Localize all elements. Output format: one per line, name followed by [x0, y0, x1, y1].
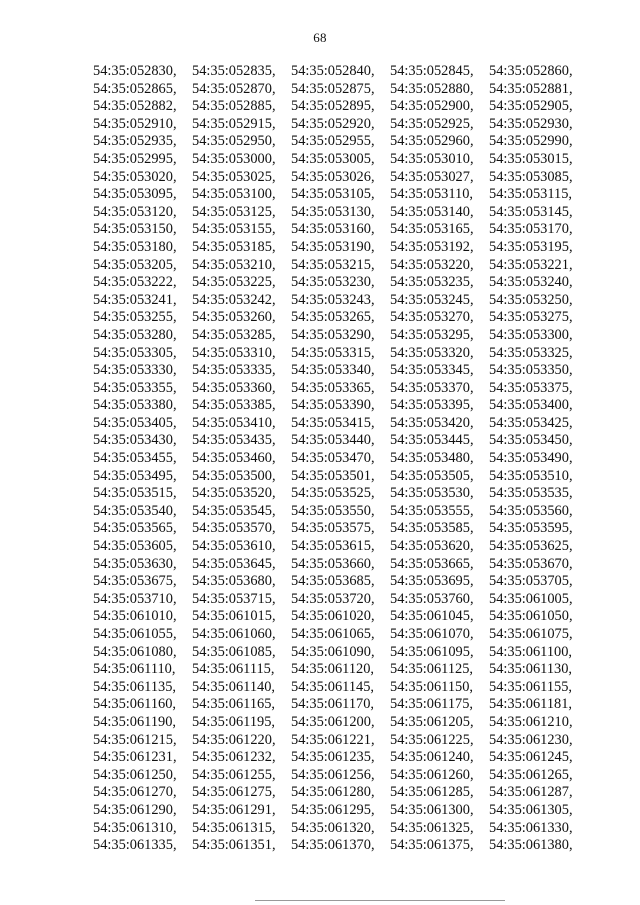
- cadastral-number: 54:35:052900,: [390, 98, 474, 115]
- page-number: 68: [313, 30, 327, 45]
- cadastral-number: 54:35:053480,: [390, 450, 474, 467]
- cadastral-number: 54:35:061290,: [93, 801, 177, 818]
- cadastral-number-grid: [93, 63, 588, 855]
- cadastral-number: 54:35:053000,: [192, 150, 276, 167]
- cadastral-number: 54:35:053685,: [291, 573, 375, 590]
- cadastral-number: 54:35:053020,: [93, 168, 177, 185]
- cadastral-number: 54:35:052930,: [489, 115, 573, 132]
- cadastral-number: 54:35:053190,: [291, 238, 375, 255]
- cadastral-number: 54:35:053520,: [192, 485, 276, 502]
- cadastral-number: 54:35:053170,: [489, 221, 573, 238]
- cadastral-number: 54:35:053155,: [192, 221, 276, 238]
- cadastral-number: 54:35:052950,: [192, 133, 276, 150]
- cadastral-number: 54:35:053695,: [390, 573, 474, 590]
- cadastral-number: 54:35:053415,: [291, 414, 375, 431]
- cadastral-number: 54:35:053330,: [93, 362, 177, 379]
- cadastral-number: 54:35:053241,: [93, 291, 177, 308]
- cadastral-number: 54:35:061280,: [291, 784, 375, 801]
- cadastral-number: 54:35:052870,: [192, 80, 276, 97]
- cadastral-number: 54:35:052860,: [489, 63, 573, 79]
- cadastral-number: 54:35:053243,: [291, 291, 375, 308]
- cadastral-number: 54:35:052845,: [390, 63, 474, 79]
- scan-edge-line: [255, 900, 505, 901]
- cadastral-number: 54:35:053110,: [390, 186, 474, 203]
- cadastral-number: 54:35:061095,: [390, 643, 474, 660]
- cadastral-number: 54:35:053222,: [93, 274, 177, 291]
- cadastral-number: 54:35:053265,: [291, 309, 375, 326]
- cadastral-number: 54:35:053280,: [93, 326, 177, 343]
- cadastral-number: 54:35:061145,: [291, 678, 375, 695]
- cadastral-number: 54:35:053165,: [390, 221, 474, 238]
- cadastral-number: 54:35:053015,: [489, 150, 573, 167]
- cadastral-number: 54:35:053270,: [390, 309, 474, 326]
- cadastral-number: 54:35:053585,: [390, 520, 474, 537]
- cadastral-number: 54:35:053320,: [390, 344, 474, 361]
- cadastral-number: 54:35:061325,: [390, 819, 474, 836]
- cadastral-number: 54:35:053440,: [291, 432, 375, 449]
- cadastral-number: 54:35:052882,: [93, 98, 177, 115]
- cadastral-number: 54:35:061335,: [93, 837, 177, 854]
- cadastral-number: 54:35:052995,: [93, 150, 177, 167]
- cadastral-number: 54:35:052920,: [291, 115, 375, 132]
- cadastral-number: 54:35:061255,: [192, 766, 276, 783]
- cadastral-number: 54:35:061155,: [489, 678, 573, 695]
- cadastral-number: 54:35:053275,: [489, 309, 573, 326]
- cadastral-number: 54:35:061090,: [291, 643, 375, 660]
- cadastral-number: 54:35:061005,: [489, 590, 573, 607]
- cadastral-number: 54:35:053430,: [93, 432, 177, 449]
- cadastral-number: 54:35:061230,: [489, 731, 573, 748]
- cadastral-number: 54:35:061015,: [192, 608, 276, 625]
- cadastral-number: 54:35:061330,: [489, 819, 573, 836]
- cadastral-number: 54:35:053235,: [390, 274, 474, 291]
- cadastral-number: 54:35:061220,: [192, 731, 276, 748]
- cadastral-number: 54:35:053105,: [291, 186, 375, 203]
- cadastral-number: 54:35:061231,: [93, 749, 177, 766]
- cadastral-number: 54:35:053490,: [489, 450, 573, 467]
- cadastral-number: 54:35:053555,: [390, 502, 474, 519]
- cadastral-number: 54:35:053460,: [192, 450, 276, 467]
- cadastral-number: 54:35:052830,: [93, 63, 177, 79]
- cadastral-number: 54:35:061165,: [192, 696, 276, 713]
- cadastral-number: 54:35:061245,: [489, 749, 573, 766]
- cadastral-number: 54:35:061221,: [291, 731, 375, 748]
- cadastral-number: 54:35:053595,: [489, 520, 573, 537]
- cadastral-number: 54:35:053192,: [390, 238, 474, 255]
- cadastral-number: 54:35:061010,: [93, 608, 177, 625]
- cadastral-number: 54:35:052895,: [291, 98, 375, 115]
- cadastral-number: 54:35:053310,: [192, 344, 276, 361]
- cadastral-number: 54:35:061250,: [93, 766, 177, 783]
- cadastral-number: 54:35:061260,: [390, 766, 474, 783]
- cadastral-number: 54:35:053300,: [489, 326, 573, 343]
- cadastral-number: 54:35:052935,: [93, 133, 177, 150]
- cadastral-number: 54:35:053125,: [192, 203, 276, 220]
- cadastral-number: 54:35:061285,: [390, 784, 474, 801]
- cadastral-number: 54:35:052910,: [93, 115, 177, 132]
- cadastral-number: 54:35:053130,: [291, 203, 375, 220]
- cadastral-number: 54:35:061100,: [489, 643, 573, 660]
- cadastral-number: 54:35:061080,: [93, 643, 177, 660]
- cadastral-number: 54:35:061170,: [291, 696, 375, 713]
- cadastral-number: 54:35:061120,: [291, 661, 375, 678]
- cadastral-number: 54:35:053680,: [192, 573, 276, 590]
- cadastral-number: 54:35:053565,: [93, 520, 177, 537]
- cadastral-number: 54:35:053450,: [489, 432, 573, 449]
- cadastral-number: 54:35:053715,: [192, 590, 276, 607]
- cadastral-number: 54:35:052925,: [390, 115, 474, 132]
- cadastral-number: 54:35:061135,: [93, 678, 177, 695]
- cadastral-number: 54:35:053085,: [489, 168, 573, 185]
- cadastral-number: 54:35:053605,: [93, 538, 177, 555]
- cadastral-number: 54:35:061020,: [291, 608, 375, 625]
- cadastral-number: 54:35:053670,: [489, 555, 573, 572]
- cadastral-number: 54:35:061125,: [390, 661, 474, 678]
- cadastral-number: 54:35:053221,: [489, 256, 573, 273]
- cadastral-number: 54:35:053115,: [489, 186, 573, 203]
- cadastral-number: 54:35:052865,: [93, 80, 177, 97]
- cadastral-number: 54:35:052880,: [390, 80, 474, 97]
- cadastral-number: 54:35:061055,: [93, 626, 177, 642]
- cadastral-number: 54:35:053610,: [192, 538, 276, 555]
- cadastral-number: 54:35:052840,: [291, 63, 375, 79]
- cadastral-number: 54:35:053180,: [93, 238, 177, 255]
- cadastral-number: 54:35:061235,: [291, 749, 375, 766]
- cadastral-number: 54:35:053620,: [390, 538, 474, 555]
- cadastral-number: 54:35:053455,: [93, 450, 177, 467]
- cadastral-number: 54:35:053760,: [390, 590, 474, 607]
- cadastral-number: 54:35:061210,: [489, 713, 573, 730]
- cadastral-number: 54:35:053390,: [291, 397, 375, 414]
- cadastral-number: 54:35:053285,: [192, 326, 276, 343]
- cadastral-number: 54:35:053615,: [291, 538, 375, 555]
- cadastral-number: 54:35:061195,: [192, 713, 276, 730]
- cadastral-number: 54:35:061225,: [390, 731, 474, 748]
- cadastral-number: 54:35:053645,: [192, 555, 276, 572]
- cadastral-number: 54:35:061085,: [192, 643, 276, 660]
- cadastral-number: 54:35:061045,: [390, 608, 474, 625]
- cadastral-number: 54:35:053140,: [390, 203, 474, 220]
- cadastral-number: 54:35:053535,: [489, 485, 573, 502]
- cadastral-number: 54:35:053445,: [390, 432, 474, 449]
- cadastral-number: 54:35:061075,: [489, 626, 573, 642]
- cadastral-number: 54:35:061287,: [489, 784, 573, 801]
- cadastral-number: 54:35:053400,: [489, 397, 573, 414]
- cadastral-number: 54:35:061240,: [390, 749, 474, 766]
- cadastral-number: 54:35:053405,: [93, 414, 177, 431]
- cadastral-number: 54:35:061150,: [390, 678, 474, 695]
- cadastral-number: 54:35:061275,: [192, 784, 276, 801]
- cadastral-number: 54:35:053380,: [93, 397, 177, 414]
- cadastral-number: 54:35:053560,: [489, 502, 573, 519]
- cadastral-number: 54:35:053375,: [489, 379, 573, 396]
- cadastral-number: 54:35:053545,: [192, 502, 276, 519]
- cadastral-number: 54:35:061370,: [291, 837, 375, 854]
- cadastral-number: 54:35:053220,: [390, 256, 474, 273]
- cadastral-number: 54:35:053350,: [489, 362, 573, 379]
- cadastral-number: 54:35:053025,: [192, 168, 276, 185]
- cadastral-number: 54:35:053195,: [489, 238, 573, 255]
- cadastral-number: 54:35:053435,: [192, 432, 276, 449]
- cadastral-number: 54:35:052955,: [291, 133, 375, 150]
- cadastral-number: 54:35:061200,: [291, 713, 375, 730]
- cadastral-number: 54:35:053360,: [192, 379, 276, 396]
- cadastral-number: 54:35:061140,: [192, 678, 276, 695]
- cadastral-number: 54:35:053205,: [93, 256, 177, 273]
- cadastral-number: 54:35:053710,: [93, 590, 177, 607]
- cadastral-number: 54:35:053340,: [291, 362, 375, 379]
- cadastral-number: 54:35:061310,: [93, 819, 177, 836]
- cadastral-number: 54:35:052875,: [291, 80, 375, 97]
- cadastral-number: 54:35:053185,: [192, 238, 276, 255]
- cadastral-number: 54:35:053290,: [291, 326, 375, 343]
- cadastral-number: 54:35:053242,: [192, 291, 276, 308]
- cadastral-number: 54:35:053420,: [390, 414, 474, 431]
- cadastral-number: 54:35:061190,: [93, 713, 177, 730]
- cadastral-number: 54:35:053385,: [192, 397, 276, 414]
- cadastral-number: 54:35:053145,: [489, 203, 573, 220]
- cadastral-number: 54:35:061300,: [390, 801, 474, 818]
- cadastral-number: 54:35:053095,: [93, 186, 177, 203]
- cadastral-number: 54:35:053295,: [390, 326, 474, 343]
- cadastral-number: 54:35:052885,: [192, 98, 276, 115]
- cadastral-number: 54:35:053026,: [291, 168, 375, 185]
- cadastral-number: 54:35:061256,: [291, 766, 375, 783]
- cadastral-number: 54:35:053150,: [93, 221, 177, 238]
- cadastral-number: 54:35:053225,: [192, 274, 276, 291]
- cadastral-number: 54:35:053355,: [93, 379, 177, 396]
- cadastral-number: 54:35:061291,: [192, 801, 276, 818]
- cadastral-number: 54:35:052960,: [390, 133, 474, 150]
- cadastral-number: 54:35:053100,: [192, 186, 276, 203]
- cadastral-number: 54:35:053625,: [489, 538, 573, 555]
- cadastral-number: 54:35:053160,: [291, 221, 375, 238]
- cadastral-number: 54:35:053255,: [93, 309, 177, 326]
- cadastral-number: 54:35:053540,: [93, 502, 177, 519]
- cadastral-number: 54:35:053530,: [390, 485, 474, 502]
- cadastral-number: 54:35:053675,: [93, 573, 177, 590]
- cadastral-number: 54:35:061130,: [489, 661, 573, 678]
- cadastral-number: 54:35:053240,: [489, 274, 573, 291]
- cadastral-number: 54:35:053501,: [291, 467, 375, 484]
- cadastral-number: 54:35:061232,: [192, 749, 276, 766]
- cadastral-number: 54:35:053370,: [390, 379, 474, 396]
- cadastral-number: 54:35:052905,: [489, 98, 573, 115]
- cadastral-number: 54:35:053345,: [390, 362, 474, 379]
- cadastral-number: 54:35:061351,: [192, 837, 276, 854]
- cadastral-number: 54:35:053395,: [390, 397, 474, 414]
- cadastral-number: 54:35:061295,: [291, 801, 375, 818]
- cadastral-number: 54:35:053470,: [291, 450, 375, 467]
- cadastral-number: 54:35:061181,: [489, 696, 573, 713]
- cadastral-number: 54:35:053120,: [93, 203, 177, 220]
- cadastral-number: 54:35:053210,: [192, 256, 276, 273]
- cadastral-number: 54:35:053335,: [192, 362, 276, 379]
- cadastral-number: 54:35:053250,: [489, 291, 573, 308]
- cadastral-number: 54:35:053305,: [93, 344, 177, 361]
- cadastral-number: 54:35:061315,: [192, 819, 276, 836]
- cadastral-number: 54:35:053515,: [93, 485, 177, 502]
- cadastral-number: 54:35:061270,: [93, 784, 177, 801]
- cadastral-number: 54:35:061060,: [192, 626, 276, 642]
- cadastral-number: 54:35:053005,: [291, 150, 375, 167]
- cadastral-number: 54:35:053630,: [93, 555, 177, 572]
- cadastral-number: 54:35:052835,: [192, 63, 276, 79]
- cadastral-number: 54:35:053505,: [390, 467, 474, 484]
- cadastral-number: 54:35:053230,: [291, 274, 375, 291]
- cadastral-number: 54:35:052915,: [192, 115, 276, 132]
- cadastral-number: 54:35:053500,: [192, 467, 276, 484]
- cadastral-number: 54:35:053705,: [489, 573, 573, 590]
- cadastral-number: 54:35:053215,: [291, 256, 375, 273]
- cadastral-number: 54:35:053325,: [489, 344, 573, 361]
- cadastral-number: 54:35:053660,: [291, 555, 375, 572]
- cadastral-number: 54:35:061375,: [390, 837, 474, 854]
- cadastral-number: 54:35:061065,: [291, 626, 375, 642]
- cadastral-number: 54:35:061160,: [93, 696, 177, 713]
- cadastral-number: 54:35:061320,: [291, 819, 375, 836]
- cadastral-number: 54:35:053665,: [390, 555, 474, 572]
- cadastral-number: 54:35:053365,: [291, 379, 375, 396]
- cadastral-number: 54:35:053410,: [192, 414, 276, 431]
- cadastral-number: 54:35:053510,: [489, 467, 573, 484]
- cadastral-number: 54:35:053550,: [291, 502, 375, 519]
- cadastral-number: 54:35:061175,: [390, 696, 474, 713]
- cadastral-number: 54:35:053245,: [390, 291, 474, 308]
- cadastral-number: 54:35:053575,: [291, 520, 375, 537]
- cadastral-number: 54:35:052881,: [489, 80, 573, 97]
- cadastral-number: 54:35:052990,: [489, 133, 573, 150]
- cadastral-number: 54:35:061380,: [489, 837, 573, 854]
- cadastral-number: 54:35:061215,: [93, 731, 177, 748]
- cadastral-number: 54:35:053720,: [291, 590, 375, 607]
- cadastral-number: 54:35:053315,: [291, 344, 375, 361]
- cadastral-number: 54:35:053495,: [93, 467, 177, 484]
- cadastral-number: 54:35:053260,: [192, 309, 276, 326]
- cadastral-number: 54:35:053525,: [291, 485, 375, 502]
- cadastral-number: 54:35:053027,: [390, 168, 474, 185]
- cadastral-number: 54:35:061305,: [489, 801, 573, 818]
- cadastral-number: 54:35:053425,: [489, 414, 573, 431]
- cadastral-number: 54:35:061070,: [390, 626, 474, 642]
- cadastral-number: 54:35:061265,: [489, 766, 573, 783]
- cadastral-number: 54:35:061115,: [192, 661, 275, 678]
- cadastral-number: 54:35:061110,: [93, 661, 176, 678]
- cadastral-number: 54:35:053570,: [192, 520, 276, 537]
- cadastral-number: 54:35:053010,: [390, 150, 474, 167]
- cadastral-number: 54:35:061050,: [489, 608, 573, 625]
- cadastral-number: 54:35:061205,: [390, 713, 474, 730]
